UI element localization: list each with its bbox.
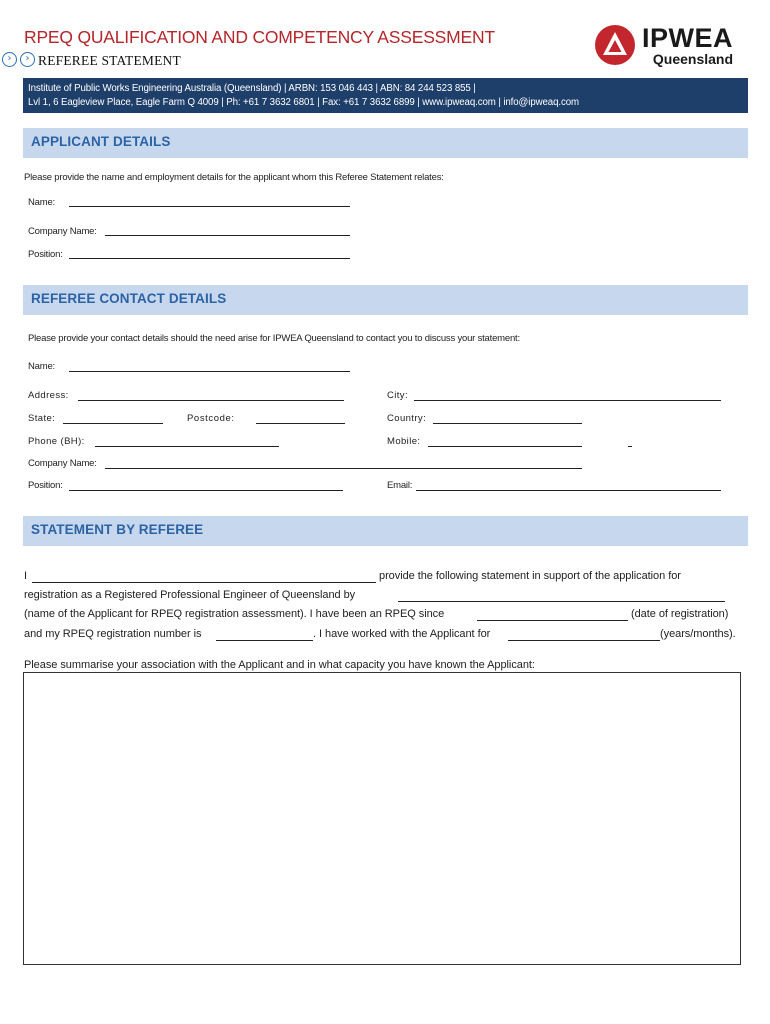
statement-line1-prefix: I	[24, 570, 28, 582]
referee-country-label: Country:	[387, 413, 427, 424]
referee-city-field[interactable]	[414, 400, 721, 401]
applicant-name-label: Name:	[28, 197, 55, 208]
chevron-right-icon[interactable]: ›	[20, 52, 35, 67]
rpeq-number-field[interactable]	[216, 640, 313, 641]
applicant-company-field[interactable]	[105, 235, 350, 236]
referee-intro: Please provide your contact details should the need arise for IPWEA Queensland to contact you to discuss your statement:	[28, 333, 520, 344]
statement-line1-suffix: provide the following statement in support of the application for	[379, 570, 681, 582]
contact-line-1: Institute of Public Works Engineering Australia (Queensland) | ARBN: 153 046 443 | ABN: 84 244 523 855 |	[28, 83, 476, 94]
referee-section-header: REFEREE CONTACT DETAILS	[23, 285, 748, 315]
statement-line4-prefix: and my RPEQ registration number is	[24, 628, 202, 640]
referee-company-field[interactable]	[105, 468, 582, 469]
rpeq-since-field[interactable]	[477, 620, 628, 621]
applicant-company-label: Company Name:	[28, 226, 97, 237]
nav-arrows	[2, 52, 35, 67]
referee-state-label: State:	[28, 413, 56, 424]
referee-position-field[interactable]	[69, 490, 343, 491]
referee-country-field[interactable]	[433, 423, 582, 424]
statement-line4-middle: . I have worked with the Applicant for	[313, 628, 491, 640]
contact-line-2: Lvl 1, 6 Eagleview Place, Eagle Farm Q 4009 | Ph: +61 7 3632 6801 | Fax: +61 7 3632 6899 | www.ipweaq.com | info@ipweaq.com	[28, 97, 579, 108]
applicant-fullname-field[interactable]	[398, 601, 725, 602]
chevron-right-icon[interactable]: ›	[2, 52, 17, 67]
referee-address-label: Address:	[28, 390, 69, 401]
referee-mobile-label: Mobile:	[387, 436, 421, 447]
referee-city-label: City:	[387, 390, 408, 401]
referee-position-label: Position:	[28, 480, 63, 491]
referee-name-field[interactable]	[69, 371, 350, 372]
document-title: RPEQ QUALIFICATION AND COMPETENCY ASSESSMENT	[24, 27, 495, 47]
referee-state-field[interactable]	[63, 423, 163, 424]
referee-postcode-label: Postcode:	[187, 413, 235, 424]
statement-section-header: STATEMENT BY REFEREE	[23, 516, 748, 546]
summary-prompt: Please summarise your association with the Applicant and in what capacity you have known the Applicant:	[24, 659, 535, 671]
summary-textarea[interactable]	[23, 672, 741, 965]
referee-address-field[interactable]	[78, 400, 344, 401]
logo-region: Queensland	[652, 50, 734, 67]
referee-mobile-field[interactable]	[428, 446, 582, 447]
referee-phone-field[interactable]	[95, 446, 279, 447]
applicant-position-label: Position:	[28, 249, 63, 260]
stray-mark	[628, 446, 632, 447]
referee-name-label: Name:	[28, 361, 55, 372]
referee-company-label: Company Name:	[28, 458, 97, 469]
logo-brand: IPWEA	[642, 22, 734, 53]
referee-fullname-field[interactable]	[32, 582, 376, 583]
applicant-intro: Please provide the name and employment details for the applicant whom this Referee Statement relates:	[24, 172, 444, 183]
applicant-position-field[interactable]	[69, 258, 350, 259]
statement-line4-suffix: (years/months).	[660, 628, 736, 640]
statement-line3-prefix: (name of the Applicant for RPEQ registration assessment). I have been an RPEQ since	[24, 608, 445, 620]
referee-postcode-field[interactable]	[256, 423, 345, 424]
applicant-section-header: APPLICANT DETAILS	[23, 128, 748, 158]
years-worked-field[interactable]	[508, 640, 660, 641]
ipwea-logo	[594, 24, 750, 66]
referee-email-label: Email:	[387, 480, 413, 491]
referee-phone-label: Phone (BH):	[28, 436, 85, 447]
referee-email-field[interactable]	[416, 490, 721, 491]
statement-line3-suffix: (date of registration)	[631, 608, 729, 620]
contact-banner	[23, 78, 748, 113]
statement-line2-prefix: registration as a Registered Professional Engineer of Queensland by	[24, 589, 356, 601]
ipwea-logo-icon	[594, 24, 636, 66]
applicant-name-field[interactable]	[69, 206, 350, 207]
document-subtitle: REFEREE STATEMENT	[38, 53, 181, 68]
